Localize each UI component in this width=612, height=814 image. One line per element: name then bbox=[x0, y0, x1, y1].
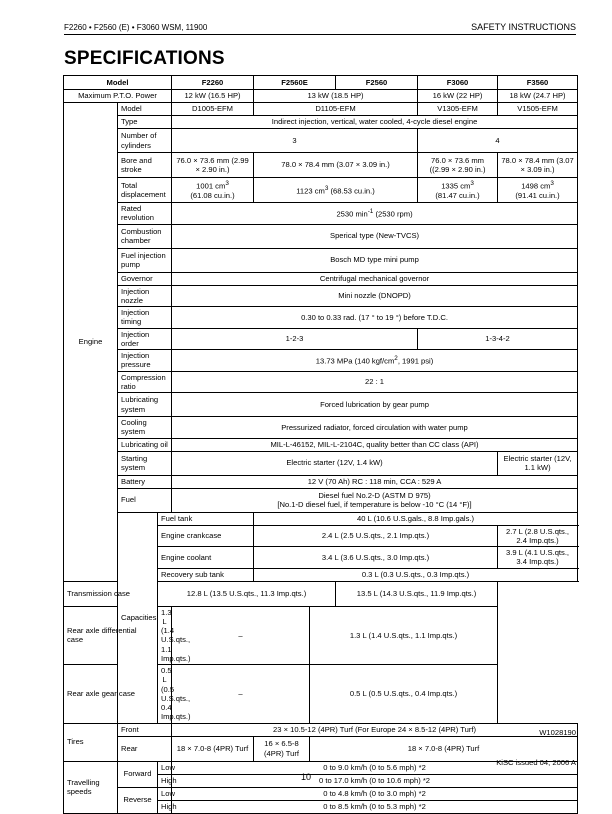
row-label: Fuel injection pump bbox=[118, 248, 172, 272]
row-label: Number of cylinders bbox=[118, 129, 172, 153]
cell-value: 0 to 4.8 km/h (0 to 3.0 mph) *2 bbox=[172, 787, 578, 800]
cell-value: 2.7 L (2.8 U.S.qts., 2.4 Imp.qts.) bbox=[498, 525, 578, 547]
cell-value: 3 bbox=[172, 129, 418, 153]
cell-value: 12.8 L (13.5 U.S.qts., 11.3 Imp.qts.) bbox=[158, 581, 336, 606]
cell-value: 4 bbox=[418, 129, 578, 153]
cell-value: 0.5 L (0.5 U.S.qts., 0.4 Imp.qts.) bbox=[158, 665, 172, 724]
cell-value: 1001 $cm^3$ (61.08 cu.in.) bbox=[172, 178, 254, 203]
table-row bbox=[64, 224, 578, 248]
row-label: Forward bbox=[118, 761, 158, 787]
table-row bbox=[64, 203, 578, 225]
cell-value: 13 kW (18.5 HP) bbox=[254, 90, 418, 103]
row-label: Maximum P.T.O. Power bbox=[64, 90, 172, 103]
row-label: Governor bbox=[118, 272, 172, 285]
table-row bbox=[64, 307, 578, 329]
cell-value: 78.0 × 78.4 mm (3.07 × 3.09 in.) bbox=[498, 153, 578, 178]
row-label: Rear axle differential case bbox=[64, 606, 158, 665]
cell-value: 2530 $\min^{-1} (2530$ rpm) bbox=[172, 203, 578, 225]
cell-value: 1-2-3 bbox=[172, 328, 418, 350]
cell-value: 3.4 L (3.6 U.S.qts., 3.0 Imp.qts.) bbox=[254, 547, 498, 569]
group-label-capacities: Capacities bbox=[118, 512, 158, 723]
row-label: Injection timing bbox=[118, 307, 172, 329]
cell-value: 1.3 L (1.4 U.S.qts., 1.1 Imp.qts.) bbox=[158, 606, 172, 665]
table-row bbox=[64, 328, 578, 350]
cell-value: 16 × 6.5-8 (4PR) Turf bbox=[254, 736, 310, 761]
cell-value: 13.73 MPa (140 kgf/$cm^2$, 1991 psi) bbox=[172, 350, 578, 372]
cell-value: Diesel fuel No.2-D (ASTM D 975) [No.1-D diesel fuel, if temperature is below -10 °C (14 °F)] bbox=[172, 488, 578, 512]
row-label: Type bbox=[118, 116, 172, 129]
table-row bbox=[64, 153, 578, 178]
row-label: Recovery sub tank bbox=[158, 568, 254, 581]
cell-value: 3.9 L (4.1 U.S.qts., 3.4 Imp.qts.) bbox=[498, 547, 578, 569]
row-label: Battery bbox=[118, 475, 172, 488]
cell-value: 16 kW (22 HP) bbox=[418, 90, 498, 103]
table-row bbox=[64, 129, 578, 153]
table-row bbox=[64, 103, 578, 116]
cell-value: 0 to 17.0 km/h (0 to 10.6 mph) *2 bbox=[172, 774, 578, 787]
table-row bbox=[64, 285, 578, 307]
row-label: Combustion chamber bbox=[118, 224, 172, 248]
group-label-tires: Tires bbox=[64, 723, 118, 761]
figure-id: W1028190 bbox=[539, 728, 576, 737]
cell-value: 1-3-4-2 bbox=[418, 328, 578, 350]
row-sublabel: High bbox=[158, 800, 172, 813]
cell-value: 0.30 to 0.33 rad. (17 ° to 19 °) before T.D.C. bbox=[172, 307, 578, 329]
cell-value: 78.0 × 78.4 mm (3.07 × 3.09 in.) bbox=[254, 153, 418, 178]
row-label: Rear axle gear case bbox=[64, 665, 158, 724]
row-label: Compression ratio bbox=[118, 371, 172, 393]
cell-value: 2.4 L (2.5 U.S.qts., 2.1 Imp.qts.) bbox=[254, 525, 498, 547]
cell-value: V1505-EFM bbox=[498, 103, 578, 116]
page-title: SPECIFICATIONS bbox=[64, 48, 225, 69]
group-label-speeds: Travelling speeds bbox=[64, 761, 118, 813]
table-row bbox=[64, 451, 578, 475]
cell-value: 12 kW (16.5 HP) bbox=[172, 90, 254, 103]
group-label-engine: Engine bbox=[64, 103, 118, 582]
table-row bbox=[64, 475, 578, 488]
row-label: Reverse bbox=[118, 787, 158, 813]
row-sublabel: High bbox=[158, 774, 172, 787]
row-label: Fuel bbox=[118, 488, 172, 512]
issued-note: KiSC issued 04, 2006 A bbox=[496, 758, 576, 767]
table-row bbox=[64, 116, 578, 129]
row-label: Lubricating system bbox=[118, 393, 172, 417]
table-row bbox=[64, 665, 578, 724]
row-label: Cooling system bbox=[118, 417, 172, 439]
cell-value: 1123 $cm^3$ (68.53 cu.in.) bbox=[254, 178, 418, 203]
cell-value: V1305-EFM bbox=[418, 103, 498, 116]
row-sublabel: Low bbox=[158, 787, 172, 800]
row-sublabel: Low bbox=[158, 761, 172, 774]
table-row bbox=[64, 178, 578, 203]
table-row bbox=[64, 393, 578, 417]
row-label: Front bbox=[118, 723, 172, 736]
row-label: Injection nozzle bbox=[118, 285, 172, 307]
cell-value: 0 to 9.0 km/h (0 to 5.6 mph) *2 bbox=[172, 761, 578, 774]
cell-value: Bosch MD type mini pump bbox=[172, 248, 578, 272]
cell-value: Forced lubrication by gear pump bbox=[172, 393, 578, 417]
row-label: Total displacement bbox=[118, 178, 172, 203]
cell-value: Indirect injection, vertical, water cooled, 4-cycle diesel engine bbox=[172, 116, 578, 129]
cell-value: 22 : 1 bbox=[172, 371, 578, 393]
cell-value: MIL-L-46152, MIL-L-2104C, quality better than CC class (API) bbox=[172, 438, 578, 451]
header-section-title: SAFETY INSTRUCTIONS bbox=[471, 22, 576, 32]
cell-value: 1.3 L (1.4 U.S.qts., 1.1 Imp.qts.) bbox=[310, 606, 498, 665]
cell-value: Electric starter (12V, 1.4 kW) bbox=[172, 451, 498, 475]
cell-value: Mini nozzle (DNOPD) bbox=[172, 285, 578, 307]
table-row bbox=[64, 90, 578, 103]
col-header-f2260: F2260 bbox=[172, 76, 254, 90]
col-header-f3560: F3560 bbox=[498, 76, 578, 90]
row-label: Starting system bbox=[118, 451, 172, 475]
row-label: Lubricating oil bbox=[118, 438, 172, 451]
specifications-table bbox=[63, 75, 578, 814]
cell-value: 0 to 8.5 km/h (0 to 5.3 mph) *2 bbox=[172, 800, 578, 813]
table-row bbox=[64, 787, 578, 800]
cell-value: 40 L (10.6 U.S.gals., 8.8 Imp.gals.) bbox=[254, 512, 578, 525]
cell-value: 18 × 7.0-8 (4PR) Turf bbox=[310, 736, 578, 761]
table-row bbox=[64, 417, 578, 439]
cell-value: 12 V (70 Ah) RC : 118 min, CCA : 529 A bbox=[172, 475, 578, 488]
cell-value: Sperical type (New-TVCS) bbox=[172, 224, 578, 248]
row-label: Injection pressure bbox=[118, 350, 172, 372]
table-row bbox=[64, 581, 578, 606]
col-header-f2560e: F2560E bbox=[254, 76, 336, 90]
cell-value: 0.5 L (0.5 U.S.qts., 0.4 Imp.qts.) bbox=[310, 665, 498, 724]
cell-value: 1498 $cm^3$ (91.41 cu.in.) bbox=[498, 178, 578, 203]
cell-value: 13.5 L (14.3 U.S.qts., 11.9 Imp.qts.) bbox=[336, 581, 498, 606]
table-row bbox=[64, 438, 578, 451]
col-header-model: Model bbox=[64, 76, 172, 90]
cell-value: 18 × 7.0-8 (4PR) Turf bbox=[172, 736, 254, 761]
cell-value: D1105-EFM bbox=[254, 103, 418, 116]
cell-value: – bbox=[172, 665, 310, 724]
cell-value: 1335 $cm^3$ (81.47 cu.in.) bbox=[418, 178, 498, 203]
header-rule bbox=[64, 34, 576, 35]
table-row bbox=[64, 350, 578, 372]
table-row bbox=[64, 248, 578, 272]
row-label: Engine coolant bbox=[158, 547, 254, 569]
cell-value: 23 × 10.5-12 (4PR) Turf (For Europe 24 × 8.5-12 (4PR) Turf) bbox=[172, 723, 578, 736]
cell-value: Pressurized radiator, forced circulation with water pump bbox=[172, 417, 578, 439]
col-header-f3060: F3060 bbox=[418, 76, 498, 90]
table-row bbox=[64, 512, 578, 525]
row-label: Injection order bbox=[118, 328, 172, 350]
cell-value: 76.0 × 73.6 mm (2.99 × 2.90 in.) bbox=[172, 153, 254, 178]
table-row bbox=[64, 723, 578, 736]
page-number: 10 bbox=[300, 772, 311, 782]
table-row bbox=[64, 371, 578, 393]
cell-value: 76.0 × 73.6 mm ((2.99 × 2.90 in.) bbox=[418, 153, 498, 178]
row-label: Transmission case bbox=[64, 581, 158, 606]
row-label: Rear bbox=[118, 736, 172, 761]
cell-value: 0.3 L (0.3 U.S.qts., 0.3 Imp.qts.) bbox=[254, 568, 578, 581]
row-label: Model bbox=[118, 103, 172, 116]
col-header-f2560: F2560 bbox=[336, 76, 418, 90]
row-label: Bore and stroke bbox=[118, 153, 172, 178]
cell-value: D1005-EFM bbox=[172, 103, 254, 116]
row-label: Fuel tank bbox=[158, 512, 254, 525]
header-manual-title: F2260 • F2560 (E) • F3060 WSM, 11900 bbox=[64, 23, 208, 32]
table-row bbox=[64, 488, 578, 512]
cell-value: Centrifugal mechanical governor bbox=[172, 272, 578, 285]
table-header-row bbox=[64, 76, 578, 90]
table-row bbox=[64, 272, 578, 285]
cell-value: Electric starter (12V, 1.1 kW) bbox=[498, 451, 578, 475]
row-label: Rated revolution bbox=[118, 203, 172, 225]
cell-value: – bbox=[172, 606, 310, 665]
row-label: Engine crankcase bbox=[158, 525, 254, 547]
cell-value: 18 kW (24.7 HP) bbox=[498, 90, 578, 103]
